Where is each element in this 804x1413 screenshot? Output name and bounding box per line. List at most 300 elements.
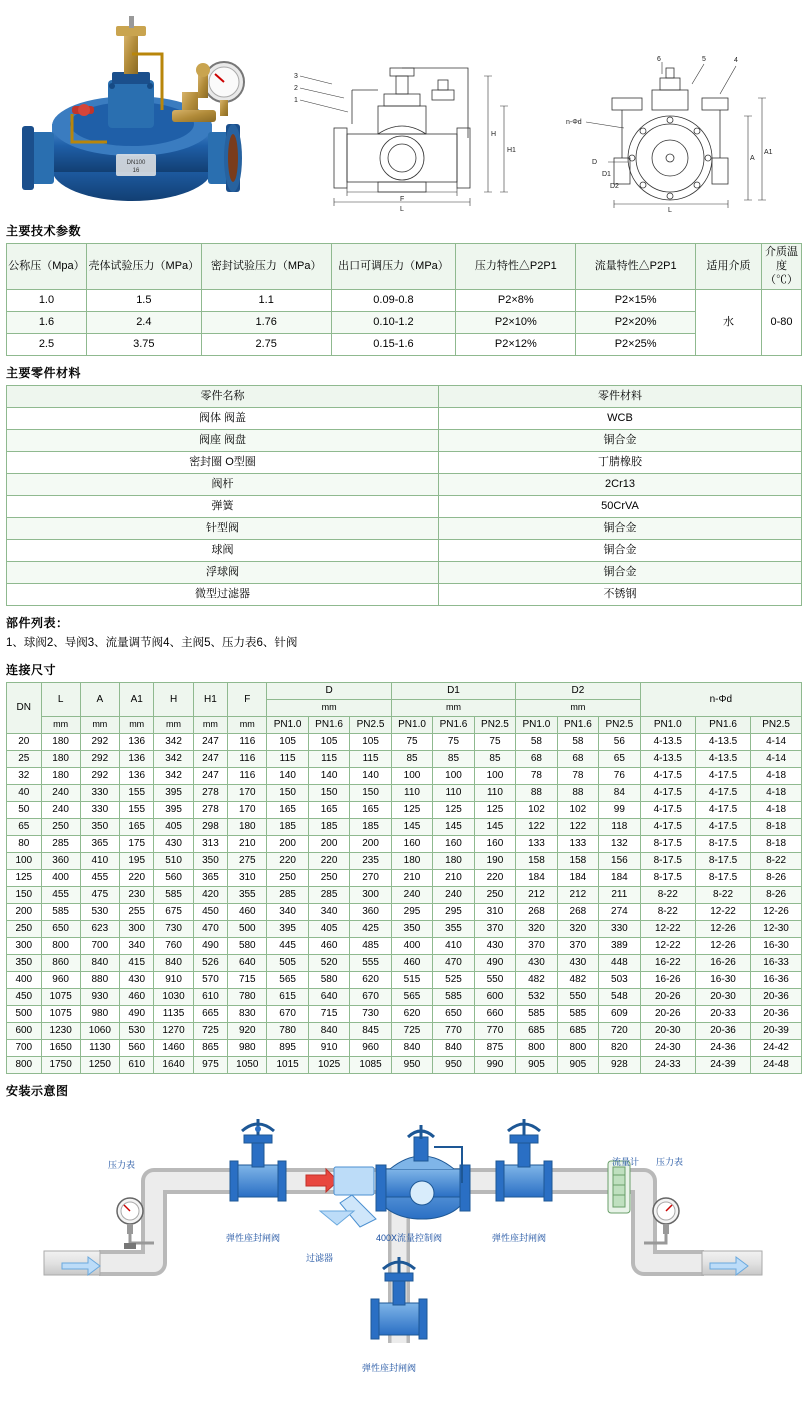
cell: 115: [267, 750, 308, 767]
table-header-row: [7, 386, 802, 408]
label-valve-left: 弹性座封闸阀: [226, 1232, 281, 1243]
cell: 505: [267, 954, 308, 971]
label-valve-bottom: 弹性座封闸阀: [362, 1362, 417, 1373]
cell: 410: [433, 937, 474, 954]
cell: 8-18: [751, 835, 802, 852]
cell: 190: [474, 852, 515, 869]
cell: 550: [474, 971, 515, 988]
th-part-name: 零件名称: [7, 386, 439, 408]
cell: 780: [267, 1022, 308, 1039]
cell: 88: [516, 784, 557, 801]
cell: 292: [80, 750, 119, 767]
th-d-pn16: PN1.6: [308, 716, 349, 733]
cell: 8-17.5: [640, 869, 695, 886]
th-d1-pn10: PN1.0: [391, 716, 432, 733]
cell: 75: [474, 733, 515, 750]
cell: 268: [557, 903, 598, 920]
cell: 85: [474, 750, 515, 767]
cell: 210: [228, 835, 267, 852]
table-row: [7, 750, 802, 767]
cell: 132: [599, 835, 640, 852]
cell-dn: 400: [7, 971, 42, 988]
cell: 320: [516, 920, 557, 937]
cell: 960: [41, 971, 80, 988]
cell: 170: [228, 801, 267, 818]
cell: 250: [41, 818, 80, 835]
cell: 68: [516, 750, 557, 767]
cell: 200: [308, 835, 349, 852]
cell: 1.6: [7, 312, 87, 334]
th-d1-pn25: PN2.5: [474, 716, 515, 733]
table-row: [7, 954, 802, 971]
table-row: [7, 835, 802, 852]
cell: 455: [80, 869, 119, 886]
cell: 395: [267, 920, 308, 937]
cell: 840: [154, 954, 193, 971]
cell: 24-39: [695, 1056, 750, 1073]
th-unit-a1: mm: [119, 716, 154, 733]
cell: 165: [308, 801, 349, 818]
cell: 100: [433, 767, 474, 784]
cell: 330: [80, 784, 119, 801]
cell: 158: [516, 852, 557, 869]
cell: 330: [80, 801, 119, 818]
cell: 1.5: [86, 290, 201, 312]
cell: 410: [80, 852, 119, 869]
cell: 500: [228, 920, 267, 937]
cell: 220: [119, 869, 154, 886]
cell: 360: [350, 903, 391, 920]
cell: 1135: [154, 1005, 193, 1022]
cell: 165: [119, 818, 154, 835]
cell: 620: [350, 971, 391, 988]
cell: 20-30: [695, 988, 750, 1005]
cell: 180: [41, 767, 80, 784]
cell: 313: [193, 835, 228, 852]
th-d2-unit: mm: [516, 699, 640, 716]
cell: 585: [516, 1005, 557, 1022]
cell: 330: [599, 920, 640, 937]
cell: 99: [599, 801, 640, 818]
cell: P2×25%: [576, 334, 696, 356]
cell: 685: [516, 1022, 557, 1039]
svg-text:16: 16: [132, 168, 140, 174]
cell: 阀体 阀盖: [7, 408, 439, 430]
cell: 240: [41, 801, 80, 818]
cell: 24-33: [640, 1056, 695, 1073]
cell: 8-22: [751, 852, 802, 869]
cell: 430: [557, 954, 598, 971]
cell: 4-17.5: [640, 818, 695, 835]
cell: 950: [391, 1056, 432, 1073]
cell: 8-17.5: [695, 852, 750, 869]
cell: 565: [267, 971, 308, 988]
cell: 270: [350, 869, 391, 886]
svg-text:D: D: [592, 159, 598, 166]
cell: 密封圈 O型圈: [7, 452, 439, 474]
top-image-row: [4, 6, 800, 214]
cell: 526: [193, 954, 228, 971]
th-unit-a: mm: [80, 716, 119, 733]
cell: 针型阀: [7, 518, 439, 540]
cell: 665: [193, 1005, 228, 1022]
cell: 1030: [154, 988, 193, 1005]
table-row: [7, 1056, 802, 1073]
cell-dn: 100: [7, 852, 42, 869]
cell: 4-14: [751, 733, 802, 750]
cell-medium: 水: [696, 290, 762, 356]
th-nd-pn16: PN1.6: [695, 716, 750, 733]
table-row: [7, 518, 802, 540]
cell: 184: [557, 869, 598, 886]
th-nd-pn10: PN1.0: [640, 716, 695, 733]
cell: 395: [154, 784, 193, 801]
cell: 16-33: [751, 954, 802, 971]
materials-table: [6, 385, 802, 606]
cell: 210: [433, 869, 474, 886]
cell: 50CrVA: [439, 496, 802, 518]
cell: 360: [41, 852, 80, 869]
cell: 12-30: [751, 920, 802, 937]
cell: 610: [119, 1056, 154, 1073]
cell: 116: [228, 733, 267, 750]
table-row: [7, 903, 802, 920]
cell: 250: [474, 886, 515, 903]
cell: 320: [557, 920, 598, 937]
cell: 585: [41, 903, 80, 920]
cell-dn: 125: [7, 869, 42, 886]
cell: 485: [350, 937, 391, 954]
cell: 4-17.5: [640, 784, 695, 801]
cell: 16-30: [695, 971, 750, 988]
cell: 1250: [80, 1056, 119, 1073]
cell: 1130: [80, 1039, 119, 1056]
cell: 910: [308, 1039, 349, 1056]
connection-dimensions-table: [6, 682, 802, 1074]
cell: 268: [516, 903, 557, 920]
cell: 530: [119, 1022, 154, 1039]
cell: 670: [267, 1005, 308, 1022]
cell: 180: [433, 852, 474, 869]
cell: 8-17.5: [695, 869, 750, 886]
cell: 1.76: [201, 312, 331, 334]
cell: 180: [41, 733, 80, 750]
cell: 700: [80, 937, 119, 954]
table-row: [7, 584, 802, 606]
cell: 675: [154, 903, 193, 920]
table-row: [7, 937, 802, 954]
svg-text:A1: A1: [764, 149, 773, 156]
th-d-group: D: [267, 682, 391, 699]
cell: 24-36: [695, 1039, 750, 1056]
cell: 165: [350, 801, 391, 818]
cell: 928: [599, 1056, 640, 1073]
cell: 720: [599, 1022, 640, 1039]
cell: 510: [154, 852, 193, 869]
cell: 650: [41, 920, 80, 937]
cell: 250: [267, 869, 308, 886]
th-a: A: [80, 682, 119, 716]
cell: 470: [193, 920, 228, 937]
cell: 4-17.5: [640, 801, 695, 818]
technical-drawing-section-view: [292, 54, 542, 214]
cell: 118: [599, 818, 640, 835]
cell: 125: [391, 801, 432, 818]
cell: P2×15%: [576, 290, 696, 312]
cell: 905: [516, 1056, 557, 1073]
th-d1-unit: mm: [391, 699, 515, 716]
cell: 68: [557, 750, 598, 767]
install-diagram: [4, 1103, 800, 1403]
cell: 905: [557, 1056, 598, 1073]
tech-params-table: [6, 243, 802, 356]
cell: 482: [516, 971, 557, 988]
cell-dn: 40: [7, 784, 42, 801]
svg-text:6: 6: [657, 56, 661, 63]
cell: 4-17.5: [695, 801, 750, 818]
cell: 278: [193, 784, 228, 801]
cell: 160: [433, 835, 474, 852]
cell: 16-36: [751, 971, 802, 988]
cell: 球阀: [7, 540, 439, 562]
cell: 155: [119, 801, 154, 818]
cell: 1075: [41, 988, 80, 1005]
cell: 274: [599, 903, 640, 920]
cell: 800: [516, 1039, 557, 1056]
cell: 145: [474, 818, 515, 835]
cell: P2×8%: [456, 290, 576, 312]
cell: 105: [267, 733, 308, 750]
cell: 247: [193, 750, 228, 767]
cell: 460: [228, 903, 267, 920]
cell: 4-18: [751, 784, 802, 801]
cell: 610: [193, 988, 228, 1005]
cell: 175: [119, 835, 154, 852]
cell: 715: [308, 1005, 349, 1022]
cell: 不锈钢: [439, 584, 802, 606]
cell: 1085: [350, 1056, 391, 1073]
table-row: [7, 971, 802, 988]
cell: 4-18: [751, 801, 802, 818]
cell: 160: [474, 835, 515, 852]
cell: 975: [193, 1056, 228, 1073]
cell: 685: [557, 1022, 598, 1039]
cell: 650: [433, 1005, 474, 1022]
cell: 125: [433, 801, 474, 818]
cell: 840: [391, 1039, 432, 1056]
cell: 0.09-0.8: [331, 290, 456, 312]
cell-dn: 450: [7, 988, 42, 1005]
cell: 铜合金: [439, 562, 802, 584]
cell-dn: 25: [7, 750, 42, 767]
cell: 136: [119, 733, 154, 750]
cell: P2×12%: [456, 334, 576, 356]
cell: 470: [433, 954, 474, 971]
table-row: [7, 1022, 802, 1039]
cell: 4-17.5: [695, 784, 750, 801]
cell: 136: [119, 767, 154, 784]
cell: 285: [267, 886, 308, 903]
svg-text:D2: D2: [610, 183, 619, 190]
cell: 460: [308, 937, 349, 954]
cell: 24-42: [751, 1039, 802, 1056]
cell: 342: [154, 767, 193, 784]
cell: 24-30: [640, 1039, 695, 1056]
cell: P2×20%: [576, 312, 696, 334]
cell: 1460: [154, 1039, 193, 1056]
cell: 58: [557, 733, 598, 750]
cell: 1650: [41, 1039, 80, 1056]
th-dn: DN: [7, 682, 42, 733]
cell: 342: [154, 750, 193, 767]
th-nd-pn25: PN2.5: [751, 716, 802, 733]
cell: 4-13.5: [640, 750, 695, 767]
th-temperature: 介质温度（℃）: [761, 244, 801, 290]
svg-text:2: 2: [294, 85, 298, 92]
cell: 170: [228, 784, 267, 801]
table-row: [7, 818, 802, 835]
cell: 482: [557, 971, 598, 988]
th-d2-group: D2: [516, 682, 640, 699]
cell: 895: [267, 1039, 308, 1056]
th-h: H: [154, 682, 193, 716]
cell: 490: [474, 954, 515, 971]
cell: 1060: [80, 1022, 119, 1039]
cell: 105: [308, 733, 349, 750]
cell: 200: [350, 835, 391, 852]
cell: 770: [474, 1022, 515, 1039]
cell-dn: 150: [7, 886, 42, 903]
cell: 165: [267, 801, 308, 818]
cell: P2×10%: [456, 312, 576, 334]
cell: 0.15-1.6: [331, 334, 456, 356]
cell: 180: [391, 852, 432, 869]
cell: 980: [80, 1005, 119, 1022]
cell: 24-48: [751, 1056, 802, 1073]
cell-dn: 700: [7, 1039, 42, 1056]
cell: 520: [308, 954, 349, 971]
table-row: [7, 886, 802, 903]
cell: 620: [391, 1005, 432, 1022]
cell: 640: [308, 988, 349, 1005]
cell: 4-17.5: [640, 767, 695, 784]
th-d2-pn16: PN1.6: [557, 716, 598, 733]
cell: 8-22: [695, 886, 750, 903]
cell: 490: [193, 937, 228, 954]
table-row: [7, 852, 802, 869]
cell: 2.4: [86, 312, 201, 334]
cell: 阀杆: [7, 474, 439, 496]
cell: 285: [308, 886, 349, 903]
cell: 133: [557, 835, 598, 852]
cell: 185: [308, 818, 349, 835]
cell: 115: [308, 750, 349, 767]
cell: 160: [391, 835, 432, 852]
cell: 460: [119, 988, 154, 1005]
cell: 铜合金: [439, 430, 802, 452]
cell: 0.10-1.2: [331, 312, 456, 334]
cell: 8-17.5: [695, 835, 750, 852]
cell: 300: [350, 886, 391, 903]
table-row: [7, 334, 802, 356]
svg-text:A: A: [750, 155, 755, 162]
th-f: F: [228, 682, 267, 716]
cell: 84: [599, 784, 640, 801]
cell: 116: [228, 750, 267, 767]
th-d1-group: D1: [391, 682, 515, 699]
cell: 8-17.5: [640, 835, 695, 852]
cell: 12-22: [640, 937, 695, 954]
cell: 292: [80, 733, 119, 750]
cell: 122: [516, 818, 557, 835]
cell: 180: [41, 750, 80, 767]
svg-text:F: F: [400, 196, 405, 203]
cell: 1.0: [7, 290, 87, 312]
cell: 560: [119, 1039, 154, 1056]
th-d2-pn10: PN1.0: [516, 716, 557, 733]
cell: 455: [41, 886, 80, 903]
cell: 8-18: [751, 818, 802, 835]
cell: 78: [557, 767, 598, 784]
cell: 133: [516, 835, 557, 852]
cell: 1230: [41, 1022, 80, 1039]
cell: 880: [80, 971, 119, 988]
th-pressure-char: 压力特性△P2P1: [456, 244, 576, 290]
table-row: [7, 1005, 802, 1022]
cell: 180: [228, 818, 267, 835]
cell: 140: [267, 767, 308, 784]
cell: 298: [193, 818, 228, 835]
cell: 20-36: [751, 1005, 802, 1022]
cell: 184: [516, 869, 557, 886]
th-medium: 适用介质: [696, 244, 762, 290]
cell: 342: [154, 733, 193, 750]
table-row: [7, 767, 802, 784]
cell: 1015: [267, 1056, 308, 1073]
cell: 715: [228, 971, 267, 988]
table-row: [7, 290, 802, 312]
cell-dn: 500: [7, 1005, 42, 1022]
cell: 660: [474, 1005, 515, 1022]
cell: 365: [80, 835, 119, 852]
cell: 350: [80, 818, 119, 835]
cell: 浮球阀: [7, 562, 439, 584]
cell: 12-26: [751, 903, 802, 920]
cell: WCB: [439, 408, 802, 430]
cell: 585: [154, 886, 193, 903]
cell-temperature: 0-80: [761, 290, 801, 356]
cell: 525: [433, 971, 474, 988]
cell: 770: [433, 1022, 474, 1039]
th-d2-pn25: PN2.5: [599, 716, 640, 733]
cell: 355: [433, 920, 474, 937]
th-seal-test: 密封试验压力（MPa）: [201, 244, 331, 290]
cell: 220: [474, 869, 515, 886]
cell: 990: [474, 1056, 515, 1073]
cell: 1050: [228, 1056, 267, 1073]
cell: 116: [228, 767, 267, 784]
cell: 460: [391, 954, 432, 971]
cell: 78: [516, 767, 557, 784]
cell: 阀座 阀盘: [7, 430, 439, 452]
cell: 1025: [308, 1056, 349, 1073]
cell: 532: [516, 988, 557, 1005]
cell: 1.1: [201, 290, 331, 312]
svg-text:1: 1: [294, 97, 298, 104]
cell: 395: [154, 801, 193, 818]
cell: 960: [350, 1039, 391, 1056]
cell: 405: [308, 920, 349, 937]
